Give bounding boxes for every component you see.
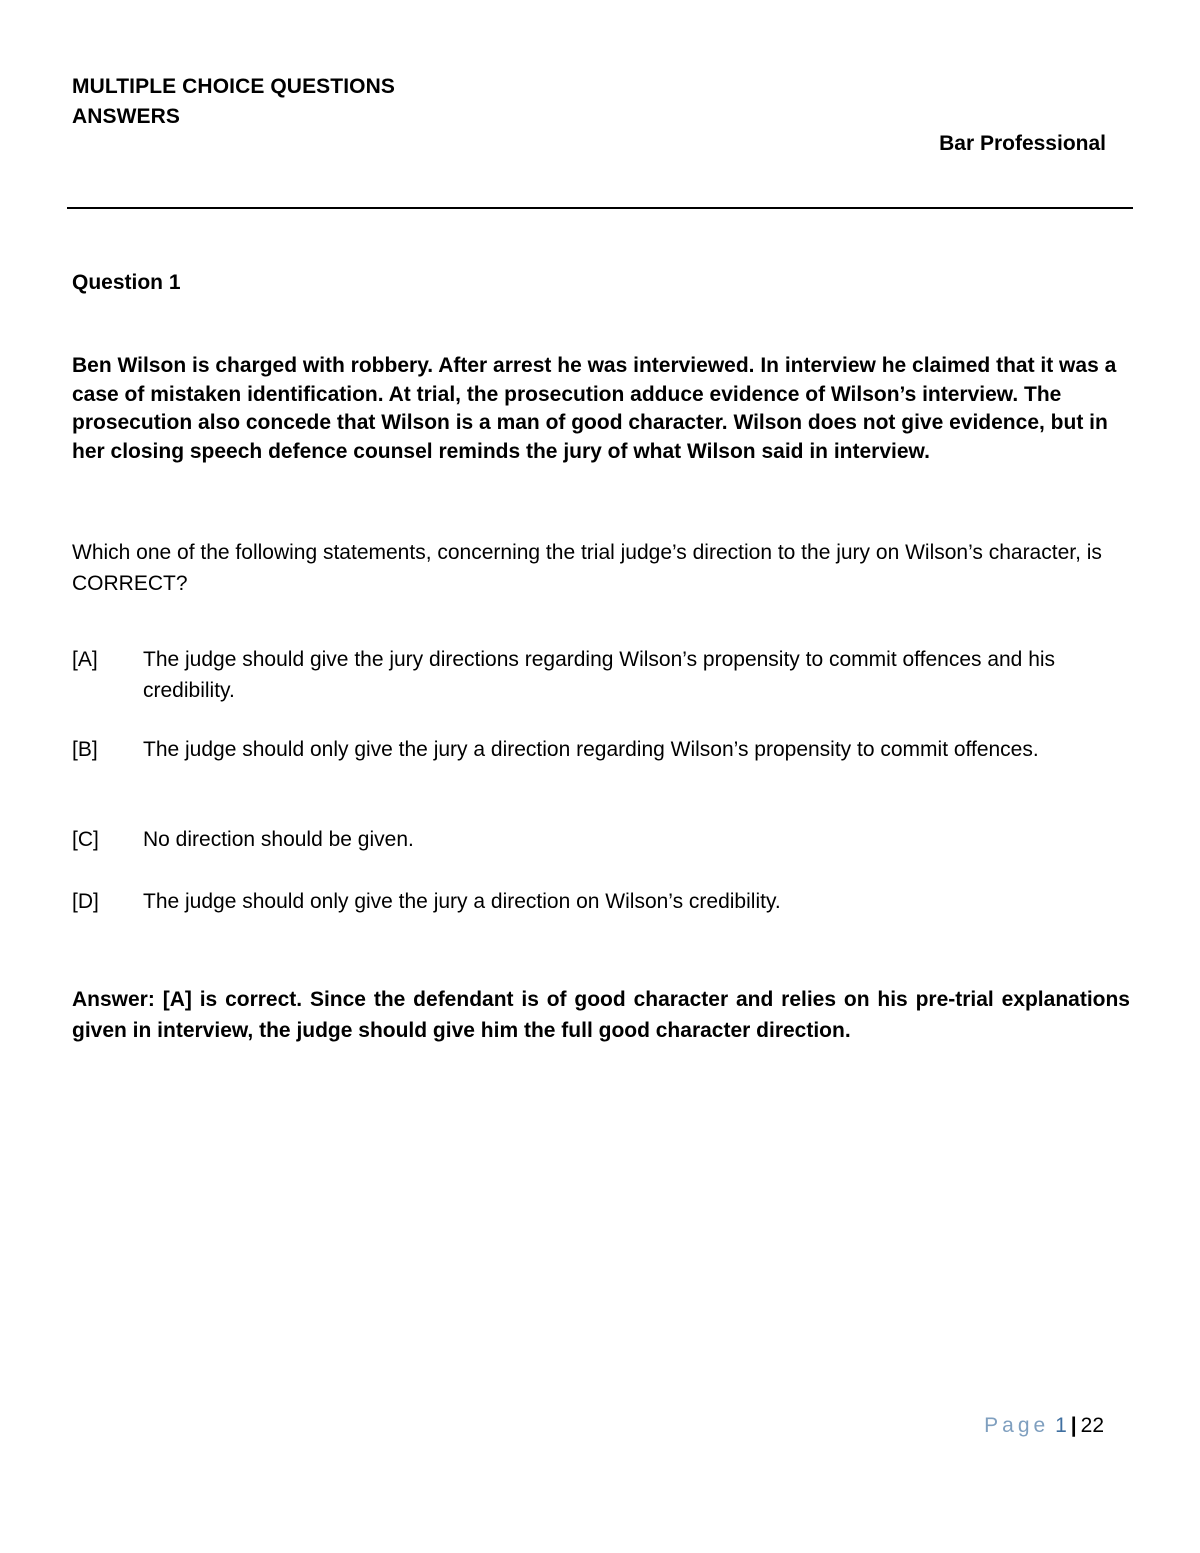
option-key: [C]	[72, 828, 99, 851]
option-text: No direction should be given.	[143, 828, 414, 851]
option-d	[72, 887, 1132, 918]
footer-page-number: 1	[1055, 1414, 1067, 1437]
header-brand: Bar Professional	[939, 132, 1106, 155]
footer-separator: |	[1070, 1414, 1077, 1437]
question-stem: Ben Wilson is charged with robbery. After arrest he was interviewed. In interview he claimed that it was a case of mistaken identification. At trial, the prosecution adduce evidence of Wilson’s interview. The prosecution also concede that Wilson is a man of good character. Wilson does not give evidence, but in her closing speech defence counsel reminds the jury of what Wilson said in interview.	[72, 354, 1117, 463]
option-b	[72, 735, 1132, 766]
page-footer	[984, 1411, 1104, 1441]
header-divider	[67, 207, 1133, 209]
option-key: [A]	[72, 648, 98, 671]
document-title-line-1: MULTIPLE CHOICE QUESTIONS	[72, 75, 395, 98]
answer-explanation: Answer: [A] is correct. Since the defendant is of good character and relies on his pre-trial explanations given in interview, the judge should give him the full good character direction.	[72, 988, 1130, 1042]
document-title	[72, 72, 395, 132]
question-heading: Question 1	[72, 271, 181, 294]
footer-page-label: Page	[984, 1414, 1050, 1437]
option-a	[72, 645, 1132, 706]
option-text: The judge should only give the jury a direction on Wilson’s credibility.	[143, 890, 781, 913]
option-key: [B]	[72, 738, 98, 761]
footer-page-total: 22	[1080, 1414, 1104, 1437]
question-prompt: Which one of the following statements, concerning the trial judge’s direction to the jury on Wilson’s character, is CORRECT?	[72, 541, 1102, 595]
option-text: The judge should only give the jury a direction regarding Wilson’s propensity to commit offences.	[143, 738, 1039, 761]
option-key: [D]	[72, 890, 99, 913]
option-text: The judge should give the jury directions regarding Wilson’s propensity to commit offences and his credibility.	[143, 648, 1056, 702]
document-title-line-2: ANSWERS	[72, 105, 181, 128]
option-c	[72, 825, 1132, 856]
